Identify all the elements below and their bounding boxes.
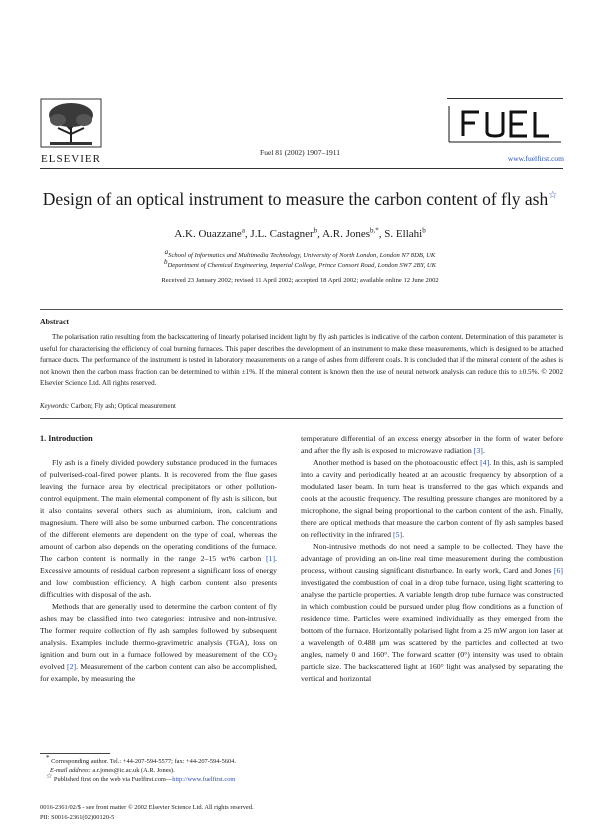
- paper-title-text: Design of an optical instrument to measure the carbon content of fly ash: [42, 189, 549, 209]
- paragraph: Another method is based on the photoacoustic effect [4]. In this, ash is sampled into a cavity and periodically heated at an acoustic frequency by absorption of a modulated laser beam. In turn heat is transferred to the gas which expands and cools at the acoustic frequency. The resulting pressure changes are monitored by a microphone, the signal being proportional to the carbon content of the ash. Finally, there are optical methods that measure the carbon content of fly ash samples based on reflectivity in the infrared [5].: [301, 458, 564, 539]
- keywords-label: Keywords:: [40, 403, 70, 410]
- journal-url-link[interactable]: www.fuelfirst.com: [507, 154, 564, 163]
- abstract-top-rule: [40, 309, 563, 310]
- paper-title: [20, 189, 580, 210]
- elsevier-logo: [40, 98, 102, 165]
- footnote-rule: [40, 753, 110, 754]
- citation-link[interactable]: [6]: [553, 566, 563, 575]
- article-dates: Received 23 January 2002; revised 11 April 2002; accepted 18 April 2002; available online 12 June 2002: [161, 277, 439, 284]
- pii-line: PII: S0016-2361(02)00120-5: [40, 814, 115, 821]
- author: J.L. Castagner$^b$,: [250, 226, 323, 240]
- paragraph: temperature differential of an excess energy absorber in the form of water before and after the fly ash is exposed to microwave radiation [3].: [301, 434, 563, 455]
- right-column: [301, 433, 563, 685]
- publisher-name: ELSEVIER: [41, 153, 101, 165]
- citation-link[interactable]: [2]: [67, 662, 77, 671]
- paragraph: Fly ash is a finely divided powdery substance produced in the furnaces of pulverised-coal-fired power plants. It is recovered from the flue gases leaving the furnace area by electrical precipitators or other pollution-control equipment. The main elemental component of fly ash is silicon, but it also contains several others such as aluminium, iron, calcium and magnesium. There will also be some unburned carbon. The concentrations of the different elements are dependent on the type of coal, whereas the amount of carbon also depends on the operating conditions of the furnace. The carbon content is normally in the range 2–15 wt% carbon [1]. Excessive amounts of residual carbon represent a significant loss of energy and low combustion efficiency. A high carbon content also presents difficulties with disposal of the ash.: [40, 458, 277, 599]
- citation-link[interactable]: [5]: [393, 530, 403, 539]
- abstract-bottom-rule: [40, 418, 563, 419]
- copyright-line: 0016-2361/02/$ - see front matter © 2002 Elsevier Science Ltd. All rights reserved.: [40, 804, 254, 811]
- email-link[interactable]: a.r.jones@ic.ac.uk (A.R. Jones).: [92, 767, 175, 774]
- abstract-text: The polarisation ratio resulting from the backscattering of linearly polarised incident light by fly ash particles is indicative of the carbon content. Determination of this parameter is useful for characterising the efficiency of coal burning furnaces. This paper describes the development of an instrument to make these measurements, which is designed to be attached furnace ducts. The performance of the instrument is tested in laboratory measurements on a range of ashes from different coals. It is concluded that if the mineral content of the ashes is not known then the carbon mass fraction can be determined to within ±1%. If the mineral content is known then the use of neural network analysis can reduce this to ±0.5%. © 2002 Elsevier Science Ltd. All rights reserved.: [40, 333, 563, 388]
- journal-citation: Fuel 81 (2002) 1907–1911: [260, 148, 340, 157]
- keywords: [40, 403, 176, 410]
- paragraph: Methods that are generally used to determine the carbon content of fly ashes may be classified into two categories: intrusive and non-intrusive. The former require collection of fly ash samples followed by subsequent analysis. Examples include thermo-gravimetric analysis (TGA), loss on ignition and burn out in a furnace followed by measurement of the $CO_2$ evolved [2]. Measurement of the carbon content can also be accomplished, for example, by measuring the: [40, 602, 277, 683]
- footnotes: [40, 753, 277, 784]
- left-column: [40, 433, 277, 685]
- keywords-list: Carbon; Fly ash; Optical measurement: [70, 403, 176, 410]
- author: S. Ellahi$^b$: [384, 226, 426, 240]
- corresponding-author-note: * Corresponding author. Tel.: +44-207-594-5577; fax: +44-207-594-5604.: [46, 753, 236, 765]
- author-list: [20, 228, 580, 240]
- fuelfirst-link[interactable]: http://www.fuelfirst.com: [172, 776, 236, 783]
- author: A.K. Ouazzane$^a$,: [174, 226, 251, 240]
- citation-link[interactable]: [4]: [480, 458, 490, 467]
- affiliation-a: $^a$School of Informatics and Multimedia Technology, University of North London, London N7 8DB, UK: [164, 248, 436, 260]
- title-footnote-mark[interactable]: ☆: [548, 190, 558, 202]
- fuel-journal-logo: [447, 98, 563, 144]
- elsevier-tree-icon: [40, 98, 102, 148]
- affiliation-b: $^b$Department of Chemical Engineering, Imperial College, Prince Consort Road, London SW7 2BY, UK: [163, 258, 437, 270]
- publication-note: ☆ Published first on the web via Fuelfirst.com—http://www.fuelfirst.com: [46, 771, 236, 783]
- header-rule: [40, 168, 563, 169]
- author: A.R. Jones$^{b,*}$,: [322, 226, 385, 240]
- paragraph: Non-intrusive methods do not need a sample to be collected. They have the advantage of providing an on-line real time measurement during the combustion process, without causing significant disturbance. In early work, Card and Jones [6] investigated the combustion of coal in a drop tube furnace, using light scattering to analyse the particle properties. A variable length drop tube furnace was constructed in which combustion could be pursued under plug flow conditions as a function of residence time. Particles were examined individually as they emerged from the bottom of the furnace. Horizontally polarised light from a 25 mW argon ion laser at a wavelength of 0.488 μm was scattered by the particles and collected at two angles, namely 0 and 160°. The forward scatter (0°) intensity was used to obtain particle size. The backscattered light at 160° light was analysed by separating the vertical and horizontal: [301, 542, 563, 683]
- fuel-logo-icon: [447, 98, 563, 144]
- fuel-logo-text: [563, 98, 564, 99]
- email-note: E-mail address: a.r.jones@ic.ac.uk (A.R. Jones).: [50, 767, 175, 774]
- citation-link[interactable]: [1]: [265, 554, 276, 563]
- abstract-heading: Abstract: [40, 317, 70, 326]
- citation-link[interactable]: [3]: [473, 446, 483, 455]
- section-heading: 1. Introduction: [40, 434, 93, 443]
